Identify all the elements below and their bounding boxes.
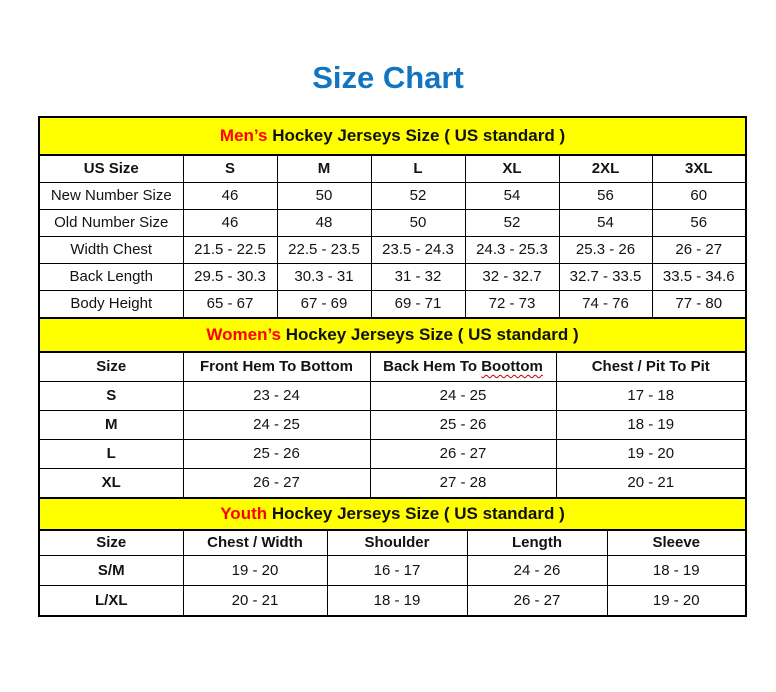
mens-table-row-3 (39, 263, 746, 290)
mens-value-cell: 22.5 - 23.5 (277, 236, 371, 263)
womens-column-header-1: Front Hem To Bottom (183, 352, 370, 382)
youth-value-cell: 19 - 20 (183, 555, 327, 585)
mens-row-label-1: Old Number Size (39, 209, 183, 236)
mens-value-cell: 26 - 27 (652, 236, 746, 263)
mens-banner-row (39, 117, 746, 155)
youth-column-header-1: Chest / Width (183, 530, 327, 556)
mens-value-cell: 29.5 - 30.3 (183, 263, 277, 290)
mens-value-cell: 67 - 69 (277, 290, 371, 318)
mens-table-row-2 (39, 236, 746, 263)
page-title: Size Chart (312, 60, 464, 95)
mens-value-cell: 74 - 76 (559, 290, 652, 318)
mens-size-table (38, 116, 747, 319)
mens-table-row-4 (39, 290, 746, 318)
womens-value-cell: 20 - 21 (556, 468, 746, 498)
youth-value-cell: 26 - 27 (467, 585, 607, 616)
womens-banner-accent: Women’s (206, 324, 281, 344)
misspelling-squiggle: Boottom (481, 358, 543, 376)
youth-banner-row (39, 498, 746, 530)
tables-container (38, 116, 745, 617)
womens-value-cell: 24 - 25 (370, 381, 556, 410)
mens-value-cell: 77 - 80 (652, 290, 746, 318)
mens-banner-text: Hockey Jerseys Size ( US standard ) (267, 125, 566, 145)
mens-value-cell: 46 (183, 182, 277, 209)
womens-value-cell: 25 - 26 (183, 439, 370, 468)
womens-value-cell: 26 - 27 (370, 439, 556, 468)
youth-table-row-1 (39, 585, 746, 616)
mens-row-label-3: Back Length (39, 263, 183, 290)
womens-banner-row (39, 318, 746, 352)
womens-row-label-3: XL (39, 468, 183, 498)
youth-table-banner (39, 498, 746, 530)
youth-row-label-0: S/M (39, 555, 183, 585)
womens-table-row-1 (39, 410, 746, 439)
mens-value-cell: 33.5 - 34.6 (652, 263, 746, 290)
youth-value-cell: 24 - 26 (467, 555, 607, 585)
mens-value-cell: 32.7 - 33.5 (559, 263, 652, 290)
mens-value-cell: 32 - 32.7 (465, 263, 559, 290)
mens-row-label-2: Width Chest (39, 236, 183, 263)
mens-column-header-5: 2XL (559, 155, 652, 183)
mens-value-cell: 24.3 - 25.3 (465, 236, 559, 263)
mens-table-row-0 (39, 182, 746, 209)
mens-value-cell: 54 (559, 209, 652, 236)
womens-size-table (38, 317, 747, 499)
mens-column-header-0: US Size (39, 155, 183, 183)
mens-value-cell: 52 (465, 209, 559, 236)
mens-value-cell: 46 (183, 209, 277, 236)
mens-value-cell: 54 (465, 182, 559, 209)
womens-row-label-1: M (39, 410, 183, 439)
mens-value-cell: 60 (652, 182, 746, 209)
mens-column-header-1: S (183, 155, 277, 183)
mens-column-header-6: 3XL (652, 155, 746, 183)
mens-value-cell: 21.5 - 22.5 (183, 236, 277, 263)
mens-column-header-2: M (277, 155, 371, 183)
womens-column-header-3: Chest / Pit To Pit (556, 352, 746, 382)
womens-table-row-3 (39, 468, 746, 498)
mens-value-cell: 72 - 73 (465, 290, 559, 318)
youth-value-cell: 20 - 21 (183, 585, 327, 616)
youth-column-header-0: Size (39, 530, 183, 556)
mens-value-cell: 65 - 67 (183, 290, 277, 318)
mens-value-cell: 50 (277, 182, 371, 209)
womens-value-cell: 25 - 26 (370, 410, 556, 439)
womens-value-cell: 27 - 28 (370, 468, 556, 498)
mens-value-cell: 52 (371, 182, 465, 209)
mens-value-cell: 30.3 - 31 (277, 263, 371, 290)
mens-value-cell: 56 (559, 182, 652, 209)
youth-column-header-row (39, 530, 746, 556)
youth-banner-accent: Youth (220, 503, 268, 523)
mens-column-header-row (39, 155, 746, 183)
youth-row-label-1: L/XL (39, 585, 183, 616)
womens-column-header-2: Back Hem To Boottom (370, 352, 556, 382)
youth-size-table (38, 497, 747, 617)
womens-row-label-0: S (39, 381, 183, 410)
womens-value-cell: 24 - 25 (183, 410, 370, 439)
mens-row-label-0: New Number Size (39, 182, 183, 209)
womens-banner-text: Hockey Jerseys Size ( US standard ) (281, 324, 579, 344)
womens-value-cell: 23 - 24 (183, 381, 370, 410)
mens-table-row-1 (39, 209, 746, 236)
mens-value-cell: 50 (371, 209, 465, 236)
womens-value-cell: 19 - 20 (556, 439, 746, 468)
youth-column-header-4: Sleeve (607, 530, 746, 556)
mens-value-cell: 31 - 32 (371, 263, 465, 290)
womens-value-cell: 26 - 27 (183, 468, 370, 498)
youth-column-header-3: Length (467, 530, 607, 556)
mens-value-cell: 23.5 - 24.3 (371, 236, 465, 263)
youth-value-cell: 16 - 17 (327, 555, 467, 585)
womens-column-header-row (39, 352, 746, 382)
mens-value-cell: 56 (652, 209, 746, 236)
youth-value-cell: 18 - 19 (327, 585, 467, 616)
mens-banner-accent: Men’s (219, 125, 268, 145)
mens-value-cell: 48 (277, 209, 371, 236)
womens-table-banner (39, 318, 746, 352)
mens-table-banner (39, 117, 746, 155)
womens-column-header-0: Size (39, 352, 183, 382)
womens-table-row-0 (39, 381, 746, 410)
mens-row-label-4: Body Height (39, 290, 183, 318)
mens-value-cell: 25.3 - 26 (559, 236, 652, 263)
womens-value-cell: 18 - 19 (556, 410, 746, 439)
womens-value-cell: 17 - 18 (556, 381, 746, 410)
womens-table-row-2 (39, 439, 746, 468)
mens-value-cell: 69 - 71 (371, 290, 465, 318)
mens-column-header-4: XL (465, 155, 559, 183)
youth-banner-text: Hockey Jerseys Size ( US standard ) (267, 503, 565, 523)
youth-value-cell: 18 - 19 (607, 555, 746, 585)
youth-column-header-2: Shoulder (327, 530, 467, 556)
youth-value-cell: 19 - 20 (607, 585, 746, 616)
mens-column-header-3: L (371, 155, 465, 183)
womens-row-label-2: L (39, 439, 183, 468)
youth-table-row-0 (39, 555, 746, 585)
